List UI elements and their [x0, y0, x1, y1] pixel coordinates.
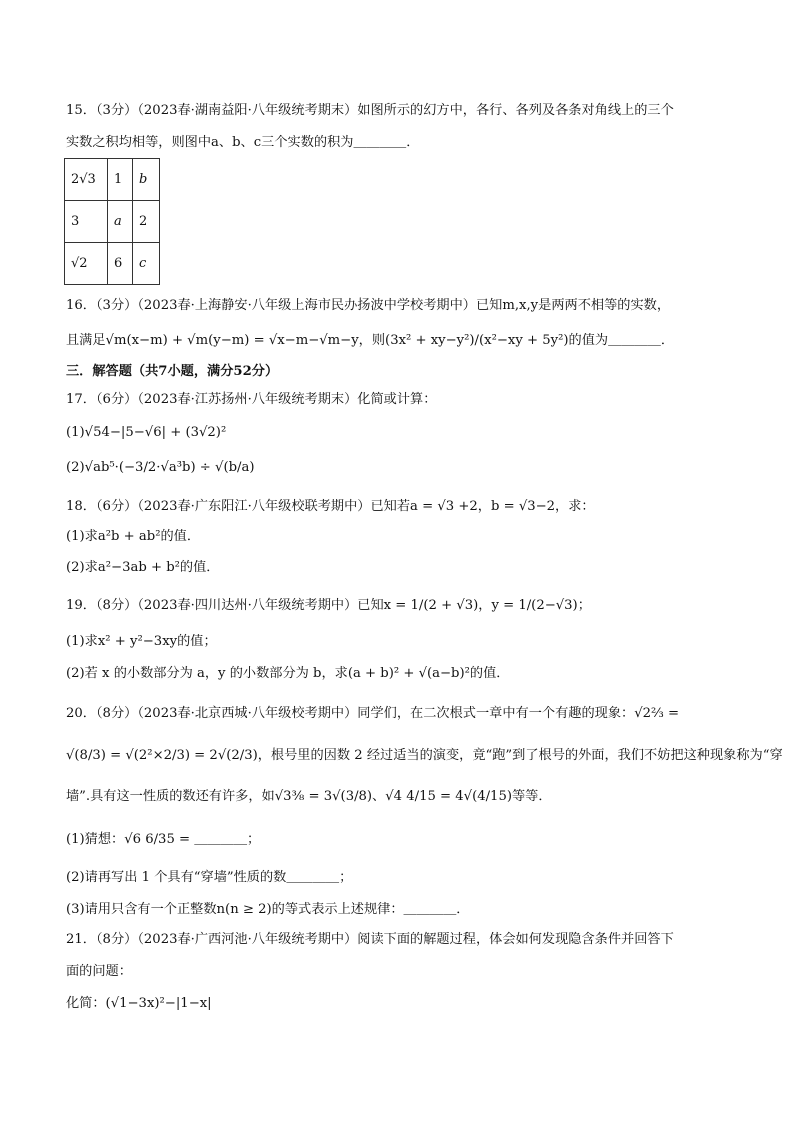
section-heading: 三．解答题（共7小题，满分52分） [66, 364, 279, 379]
table-row [65, 159, 160, 201]
q21-line3: 化简：(√1−3x)²−|1−x| [66, 996, 212, 1011]
q21-line2: 面的问题： [66, 964, 132, 979]
q19-part2: (2)若 x 的小数部分为 a，y 的小数部分为 b，求(a + b)² + √(a−b)²的值． [66, 666, 510, 681]
table-row [65, 243, 160, 285]
grid-cell: 2√3 [65, 159, 108, 201]
q20-part3: (3)请用只含有一个正整数n(n ≥ 2)的等式表示上述规律：＿＿＿＿． [66, 902, 470, 917]
grid-cell: 2 [133, 201, 160, 243]
q19-part1: (1)求x² + y²−3xy的值； [66, 634, 217, 649]
q16-line1: 16．（3分）（2023春·上海静安·八年级上海市民办扬波中学校考期中）已知m,x,y是两两不相等的实数， [66, 298, 671, 313]
q17-head: 17．（6分）（2023春·江苏扬州·八年级统考期末）化简或计算： [66, 392, 437, 407]
q20-line2: √(8/3) = √(2²×2/3) = 2√(2/3)，根号里的因数 2 经过适当的演变，竟“跑”到了根号的外面，我们不妨把这种现象称为“穿 [66, 748, 783, 763]
q15-line1: 15．（3分）（2023春·湖南益阳·八年级统考期末）如图所示的幻方中，各行、各列及各条对角线上的三个 [66, 103, 674, 118]
q20-line3: 墙”.具有这一性质的数还有许多，如√3⅜ = 3√(3/8)、√4 4/15 = 4√(4/15)等等． [66, 789, 552, 804]
q18-part2: (2)求a²−3ab + b²的值． [66, 560, 220, 575]
grid-cell: b [133, 159, 160, 201]
grid-cell: √2 [65, 243, 108, 285]
grid-cell: 1 [108, 159, 133, 201]
q16-line2: 且满足√m(x−m) + √m(y−m) = √x−m−√m−y，则(3x² + xy−y²)/(x²−xy + 5y²)的值为＿＿＿＿． [66, 333, 675, 348]
q21-line1: 21．（8分）（2023春·广西河池·八年级统考期中）阅读下面的解题过程，体会如何发现隐含条件并回答下 [66, 932, 674, 947]
table-row [65, 201, 160, 243]
q15-line2: 实数之积均相等，则图中a、b、c三个实数的积为＿＿＿＿． [66, 135, 420, 150]
grid-cell: c [133, 243, 160, 285]
q20-part1: (1)猜想：√6 6/35 = ＿＿＿＿； [66, 832, 261, 847]
q17-part1: (1)√54−|5−√6| + (3√2)² [66, 425, 227, 440]
magic-square-table [64, 158, 160, 285]
grid-cell: a [108, 201, 133, 243]
q18-part1: (1)求a²b + ab²的值． [66, 529, 201, 544]
q20-part2: (2)请再写出 1 个具有“穿墙”性质的数＿＿＿＿； [66, 870, 353, 885]
grid-cell: 6 [108, 243, 133, 285]
q20-line1: 20．（8分）（2023春·北京西城·八年级校考期中）同学们，在二次根式一章中有一个有趣的现象：√2⅔ = [66, 706, 680, 721]
q17-part2: (2)√ab⁵·(−3/2·√a³b) ÷ √(b/a) [66, 460, 255, 475]
grid-cell: 3 [65, 201, 108, 243]
q18-head: 18．（6分）（2023春·广东阳江·八年级校联考期中）已知若a = √3 +2，b = √3−2，求： [66, 499, 595, 514]
q19-head: 19．（8分）（2023春·四川达州·八年级统考期中）已知x = 1/(2 + √3)，y = 1/(2−√3)； [66, 598, 591, 613]
